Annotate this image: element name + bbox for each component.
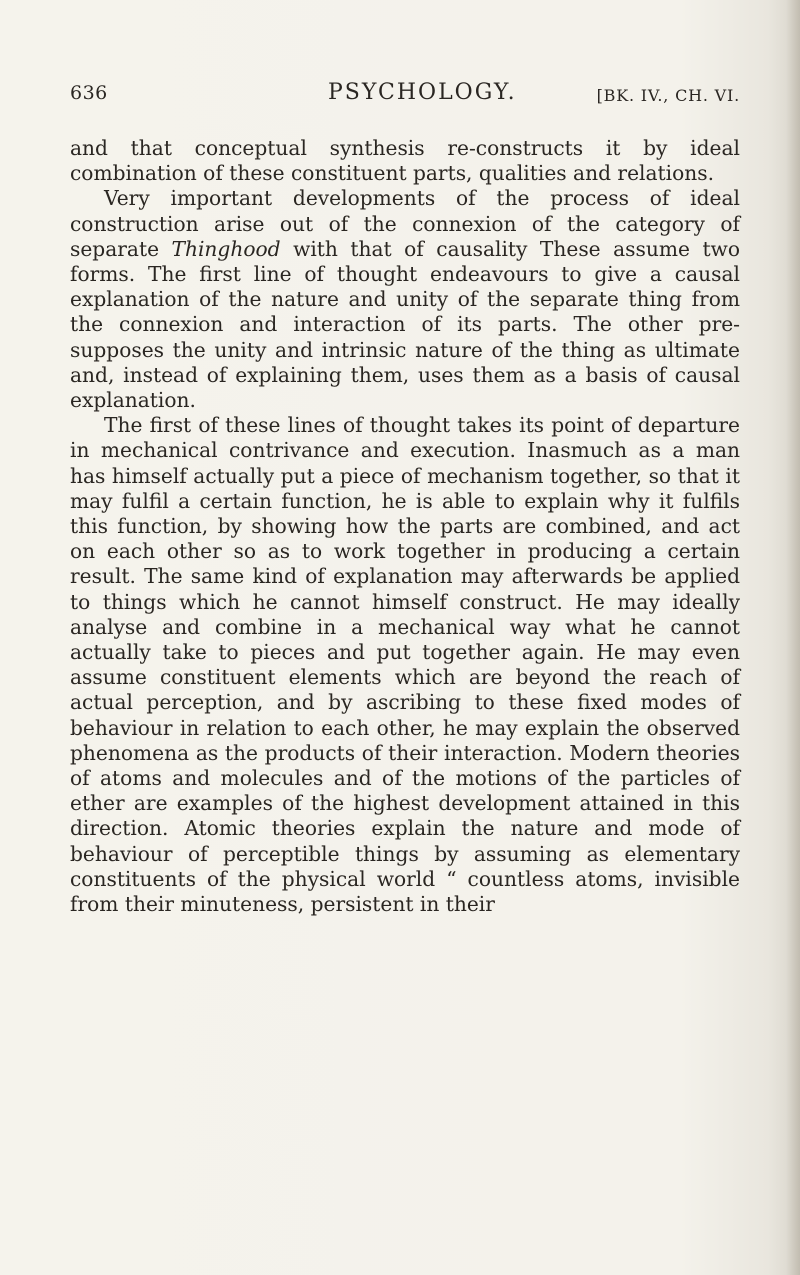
page-edge-shadow — [786, 0, 800, 1275]
paragraph-3-text: The first of these lines of thought takes its point of departure in mechanical contrivance and execution. Inasmuch as a man has himself actually put a piece of mechanism together, so that it may fulfil a certain function, he is able to explain why it fulfils this function, by showing how the parts are combined, and act on each other so as to work together in producing a certain result. The same kind of explanation may afterwards be applied to things which he cannot himself construct. He may ideally analyse and combine in a mechanical way what he cannot actually take to pieces and put together again. He may even assume constituent elements which are beyond the reach of actual perception, and by ascribing to these fixed modes of behaviour in relation to each other, he may explain the observed phenomena as the products of their interaction. Modern theories of atoms and molecules and of the motions of the particles of ether are examples of the highest development attained in this direction. Atomic theories explain the nature and mode of behaviour of perceptible things by assuming as elementary constituents of the physical world “ countless atoms, invisible from their minuteness, persistent in their — [70, 413, 740, 917]
paragraph-2-text-before: Very important developments of the process of ideal construction arise out of the connexion of the category of separate — [70, 186, 740, 261]
paragraph-1 — [70, 136, 740, 186]
page-header — [70, 82, 740, 114]
page-number: 636 — [70, 82, 108, 104]
section-reference: [BK. IV., CH. VI. — [596, 86, 740, 105]
paragraph-1-text: and that conceptual synthesis re-constructs it by ideal combination of these constituent parts, qualities and relations. — [70, 136, 740, 186]
paragraph-3 — [70, 413, 740, 917]
paragraph-2 — [70, 186, 740, 413]
paragraph-2-text-after: with that of causality These assume two forms. The first line of thought endeavours to give a causal explanation of the nature and unity of the separate thing from the connexion and interaction of its parts. The other pre-supposes the unity and intrinsic nature of the thing as ultimate and, instead of explaining them, uses them as a basis of causal explanation. — [70, 236, 740, 413]
thinghood-emphasis: Thinghood — [171, 236, 281, 261]
body-text — [70, 136, 740, 917]
running-head: PSYCHOLOGY. — [328, 80, 517, 105]
